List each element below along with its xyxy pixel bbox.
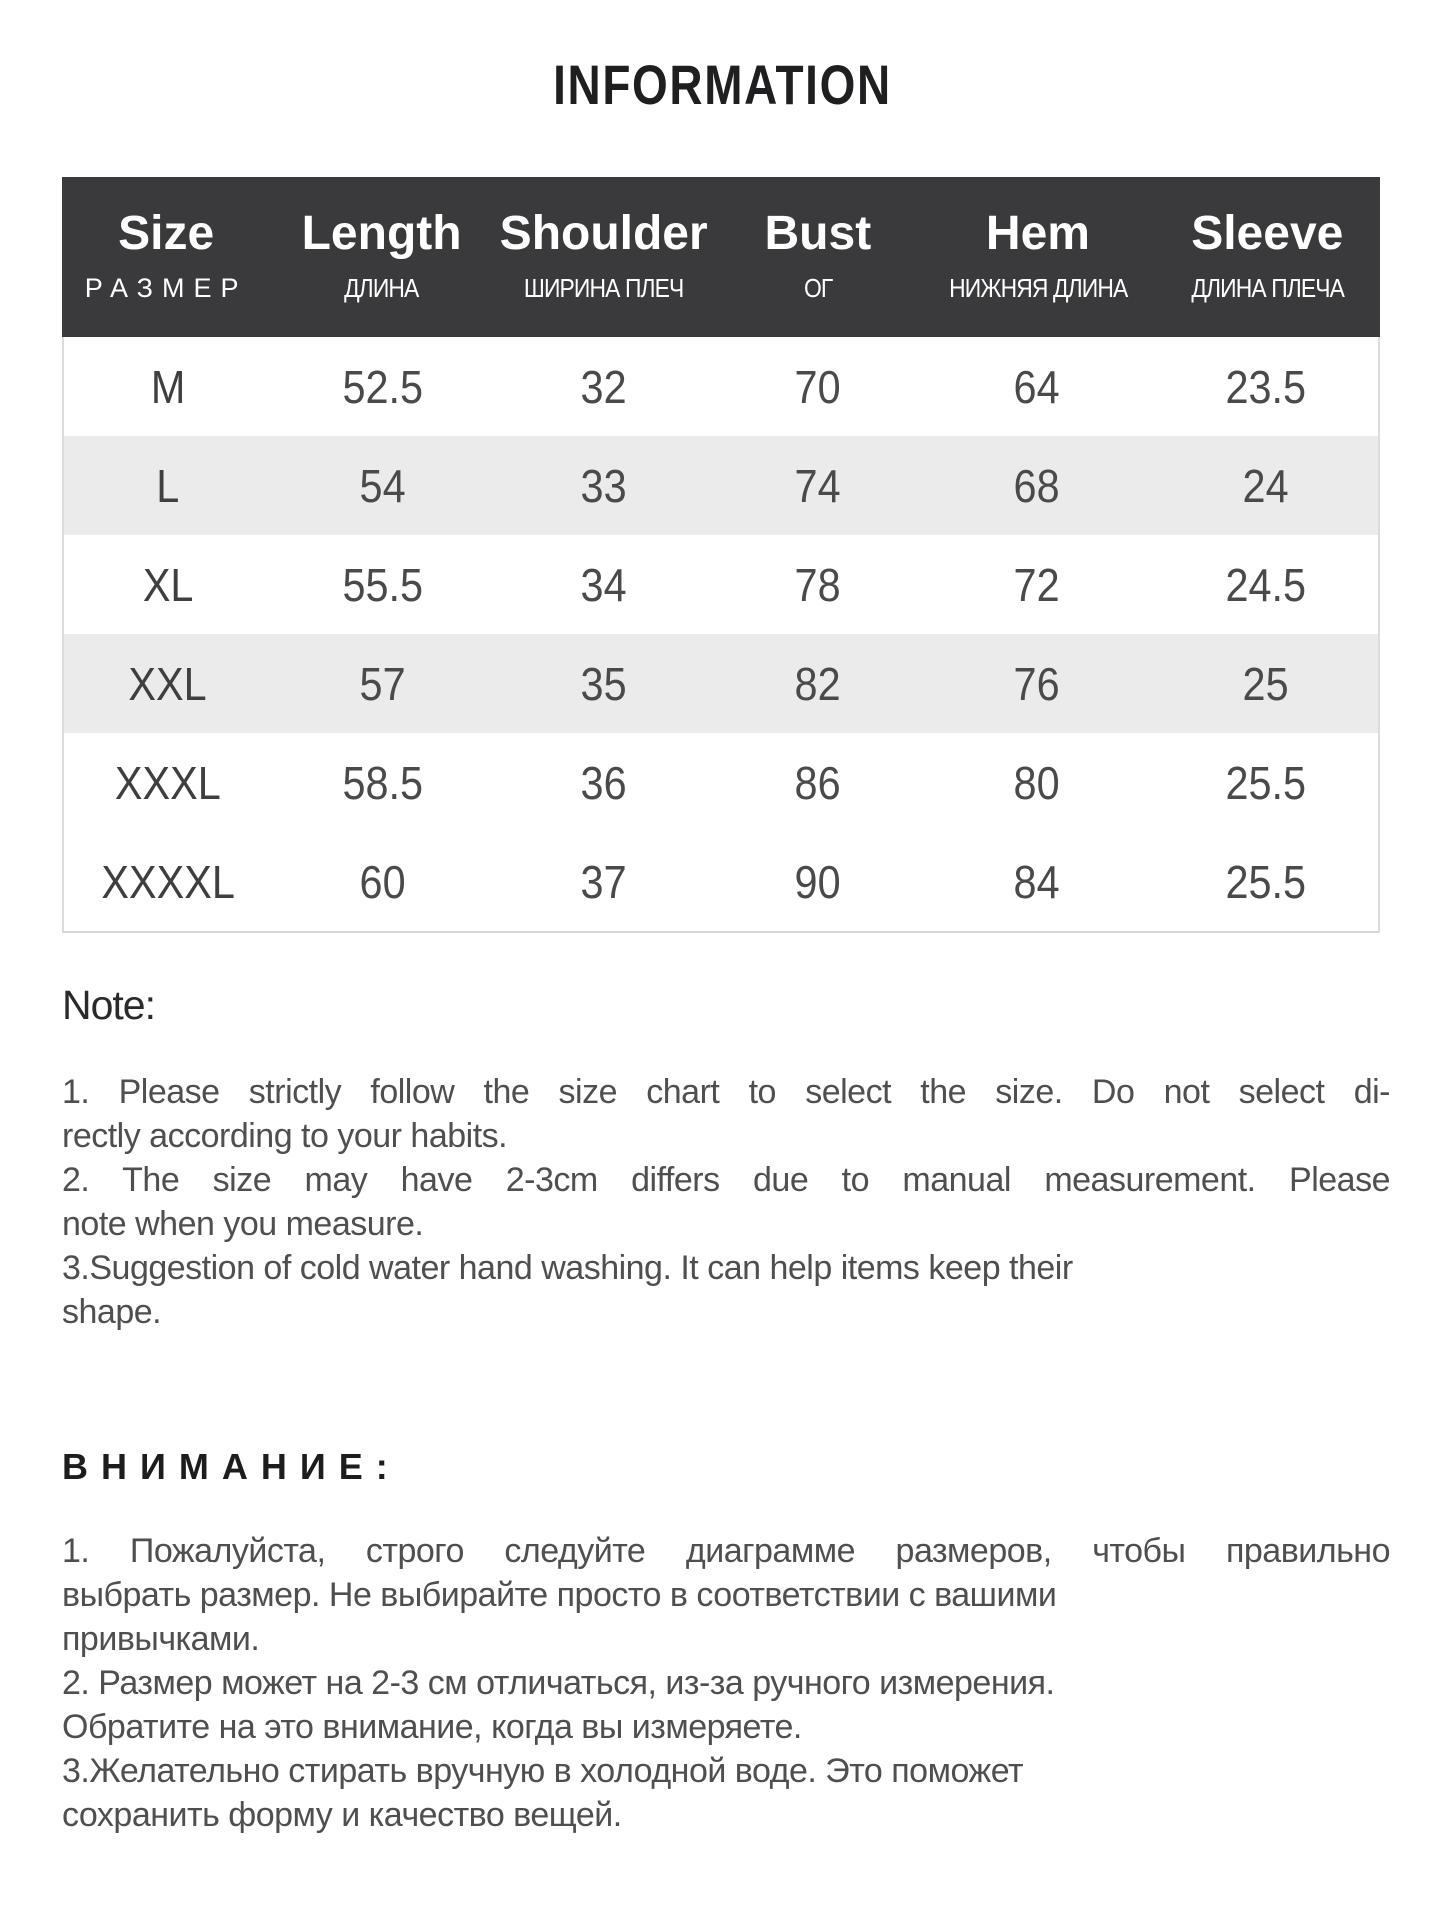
value-cell-text: 54 (359, 459, 406, 512)
column-header-en: Hem (985, 207, 1090, 260)
column-header-en: Sleeve (1191, 207, 1344, 260)
value-cell (494, 360, 715, 414)
notes-section-ru (62, 1529, 1390, 1837)
value-cell (494, 558, 715, 612)
value-cell (921, 855, 1154, 909)
note-line: rectly according to your habits. (62, 1117, 508, 1155)
size-cell-label: L (156, 459, 180, 512)
value-cell-text: 23.5 (1225, 360, 1306, 413)
note-line: Обратите на это внимание, когда вы измеряете. (62, 1708, 802, 1746)
size-cell-label: XL (142, 558, 194, 611)
value-cell-text: 33 (581, 459, 628, 512)
size-cell (64, 657, 272, 711)
value-cell-text: 84 (1013, 855, 1061, 908)
notes-section-en (62, 1070, 1390, 1334)
value-cell (921, 360, 1154, 414)
value-cell-text: 25.5 (1225, 756, 1306, 809)
value-cell (921, 756, 1154, 810)
value-cell-text: 72 (1013, 558, 1061, 611)
note-line: 2. The size may have 2-3cm differs due to manual measurement. Please (62, 1161, 1390, 1199)
value-cell (714, 360, 920, 414)
note-line: 3.Желательно стирать вручную в холодной воде. Это поможет (62, 1752, 1024, 1790)
value-cell-text: 78 (794, 558, 841, 611)
table-body (62, 337, 1380, 933)
value-cell-text: 60 (359, 855, 406, 908)
note-heading-ru: ВНИМАНИЕ: (62, 1446, 401, 1487)
value-cell (272, 657, 494, 711)
value-cell-text: 64 (1013, 360, 1061, 413)
table-row-l (64, 436, 1378, 535)
value-cell-text: 74 (794, 459, 841, 512)
size-cell-label: XXXL (114, 756, 221, 809)
table-row-xxl (64, 634, 1378, 733)
value-cell (494, 855, 715, 909)
value-cell-text: 24 (1242, 459, 1289, 512)
value-cell-text: 32 (581, 360, 628, 413)
page-title-wrap (0, 52, 1445, 117)
column-header-size (62, 177, 270, 337)
column-header-length (270, 177, 493, 337)
size-cell (64, 855, 272, 909)
value-cell (921, 558, 1154, 612)
column-header-ru: ШИРИНА ПЛЕЧ (523, 273, 684, 303)
value-cell (714, 855, 920, 909)
value-cell (272, 855, 494, 909)
value-cell (921, 459, 1154, 513)
column-header-en: Size (118, 207, 215, 260)
column-header-ru: ОГ (803, 273, 833, 303)
value-cell (714, 657, 920, 711)
column-header-ru: РАЗМЕР (84, 273, 248, 303)
size-cell-label: M (150, 360, 186, 413)
note-line: note when you measure. (62, 1205, 424, 1243)
note-line: shape. (62, 1293, 162, 1331)
size-cell (64, 756, 272, 810)
size-cell (64, 558, 272, 612)
note-line: сохранить форму и качество вещей. (62, 1796, 622, 1834)
note-line: выбрать размер. Не выбирайте просто в соответствии с вашими (62, 1576, 1057, 1614)
value-cell (1153, 459, 1378, 513)
value-cell-text: 86 (794, 756, 841, 809)
column-header-ru: НИЖНЯЯ ДЛИНА (948, 273, 1128, 303)
note-line: привычками. (62, 1620, 260, 1658)
note-line: 3.Suggestion of cold water hand washing. It can help items keep their (62, 1249, 1073, 1287)
value-cell (494, 459, 715, 513)
value-cell (1153, 360, 1378, 414)
value-cell (494, 756, 715, 810)
value-cell-text: 55.5 (342, 558, 423, 611)
size-cell (64, 459, 272, 513)
value-cell-text: 34 (581, 558, 628, 611)
value-cell-text: 25 (1242, 657, 1289, 710)
value-cell (272, 558, 494, 612)
value-cell (714, 756, 920, 810)
value-cell-text: 76 (1013, 657, 1061, 710)
value-cell-text: 24.5 (1225, 558, 1306, 611)
column-header-en: Shoulder (499, 207, 708, 260)
value-cell-text: 82 (794, 657, 841, 710)
column-header-en: Length (301, 207, 462, 260)
table-header (62, 177, 1380, 337)
value-cell-text: 80 (1013, 756, 1061, 809)
column-header-sleeve (1155, 177, 1380, 337)
value-cell (272, 459, 494, 513)
size-table (62, 177, 1380, 933)
value-cell (494, 657, 715, 711)
value-cell (714, 558, 920, 612)
column-header-shoulder (493, 177, 714, 337)
value-cell (921, 657, 1154, 711)
value-cell-text: 58.5 (342, 756, 423, 809)
table-row-m (64, 337, 1378, 436)
column-header-hem (921, 177, 1154, 337)
value-cell (1153, 657, 1378, 711)
column-header-en: Bust (764, 207, 872, 260)
value-cell (1153, 558, 1378, 612)
value-cell (1153, 855, 1378, 909)
table-row-xl (64, 535, 1378, 634)
note-heading-en: Note: (62, 982, 155, 1028)
column-header-ru: ДЛИНА ПЛЕЧА (1190, 273, 1344, 303)
column-header-bust (714, 177, 921, 337)
value-cell (272, 360, 494, 414)
value-cell-text: 68 (1013, 459, 1061, 512)
value-cell (272, 756, 494, 810)
value-cell-text: 90 (794, 855, 841, 908)
value-cell (714, 459, 920, 513)
value-cell-text: 52.5 (342, 360, 423, 413)
table-row-xxxxl (64, 832, 1378, 931)
size-cell-label: XXL (128, 657, 207, 710)
note-line: 1. Пожалуйста, строго следуйте диаграмме размеров, чтобы правильно (62, 1532, 1390, 1570)
value-cell-text: 25.5 (1225, 855, 1306, 908)
value-cell-text: 35 (581, 657, 628, 710)
value-cell-text: 37 (581, 855, 628, 908)
note-line: 2. Размер может на 2-3 см отличаться, из-за ручного измерения. (62, 1664, 1055, 1702)
size-cell-label: XXXXL (101, 855, 235, 908)
page-title: INFORMATION (553, 53, 892, 116)
size-cell (64, 360, 272, 414)
value-cell-text: 36 (581, 756, 628, 809)
value-cell-text: 57 (359, 657, 406, 710)
note-line: 1. Please strictly follow the size chart to select the size. Do not select di- (62, 1073, 1390, 1111)
value-cell (1153, 756, 1378, 810)
value-cell-text: 70 (794, 360, 841, 413)
column-header-ru: ДЛИНА (344, 273, 419, 303)
table-row-xxxl (64, 733, 1378, 832)
